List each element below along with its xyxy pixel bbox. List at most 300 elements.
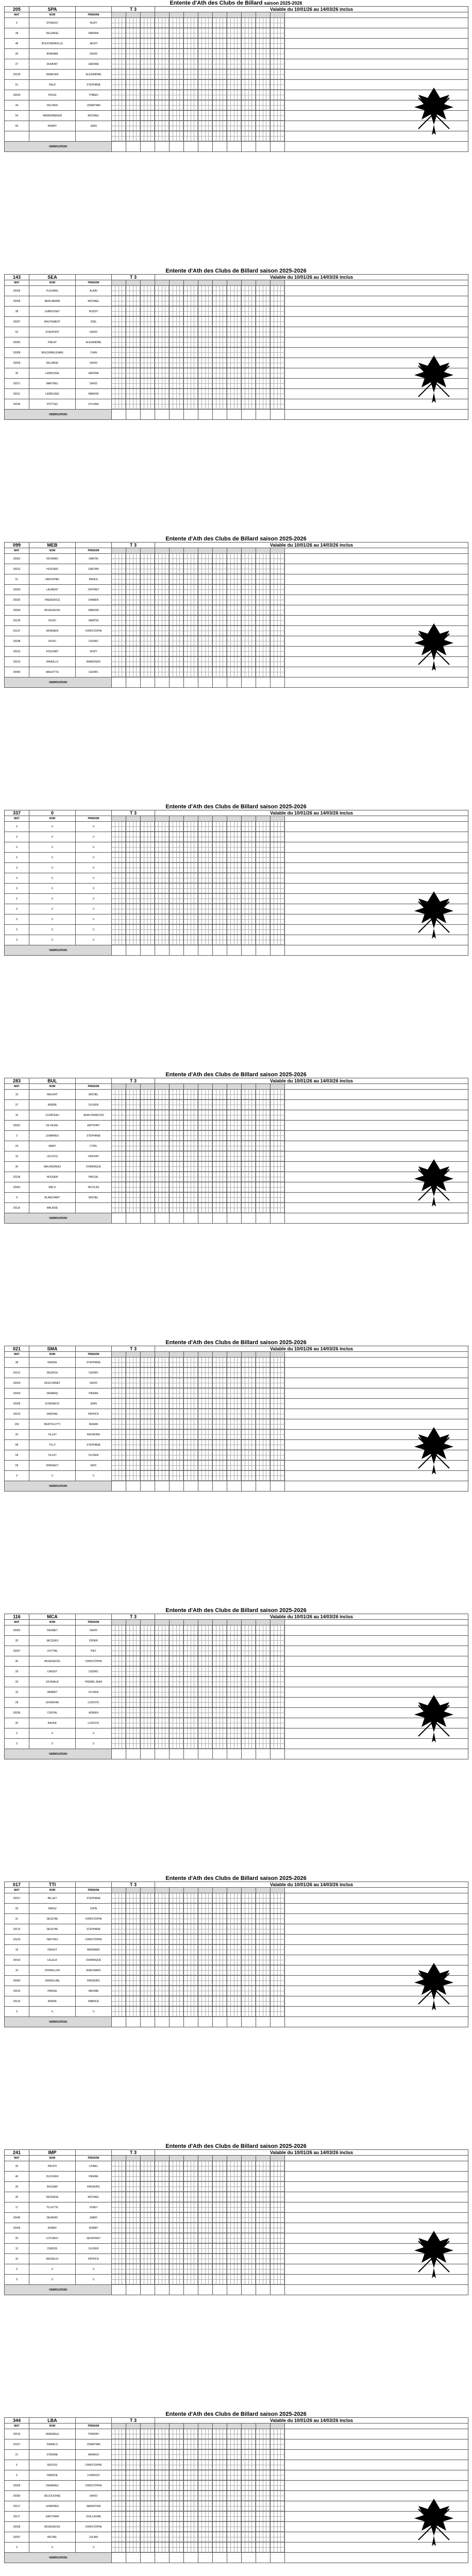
week-cell[interactable] (198, 111, 213, 121)
week-cell[interactable] (126, 389, 141, 399)
week-cell[interactable] (112, 564, 126, 574)
week-cell[interactable] (155, 348, 170, 358)
week-cell[interactable] (141, 368, 155, 379)
week-cell[interactable] (170, 368, 184, 379)
week-cell[interactable] (227, 667, 242, 677)
week-cell[interactable] (126, 70, 141, 80)
week-cell[interactable] (184, 657, 198, 667)
verification-cell[interactable] (271, 677, 285, 688)
week-cell[interactable] (184, 49, 198, 59)
week-cell[interactable] (198, 358, 213, 368)
week-cell[interactable] (170, 80, 184, 90)
week-cell[interactable] (155, 605, 170, 616)
week-cell[interactable] (112, 70, 126, 80)
week-cell[interactable] (126, 657, 141, 667)
week-cell[interactable] (141, 28, 155, 39)
week-cell[interactable] (155, 564, 170, 574)
week-cell[interactable] (198, 822, 213, 832)
verification-cell[interactable] (155, 142, 170, 152)
week-cell[interactable] (170, 348, 184, 358)
week-cell[interactable] (112, 389, 126, 399)
week-cell[interactable] (126, 399, 141, 410)
week-cell[interactable] (170, 564, 184, 574)
week-cell[interactable] (227, 389, 242, 399)
week-cell[interactable] (112, 574, 126, 585)
verification-cell[interactable] (141, 677, 155, 688)
week-cell[interactable] (184, 296, 198, 307)
week-cell[interactable] (227, 554, 242, 564)
week-cell[interactable] (213, 358, 227, 368)
week-cell[interactable] (242, 564, 256, 574)
week-cell[interactable] (227, 399, 242, 410)
week-cell[interactable] (256, 348, 271, 358)
week-cell[interactable] (213, 616, 227, 626)
week-cell[interactable] (126, 626, 141, 636)
week-cell[interactable] (198, 18, 213, 28)
week-cell[interactable] (170, 100, 184, 111)
week-cell[interactable] (126, 327, 141, 337)
week-cell[interactable] (198, 832, 213, 842)
week-cell[interactable] (227, 49, 242, 59)
week-cell[interactable] (271, 399, 285, 410)
week-cell[interactable] (112, 286, 126, 296)
verification-cell[interactable] (170, 677, 184, 688)
week-cell[interactable] (184, 842, 198, 853)
week-cell[interactable] (155, 379, 170, 389)
week-cell[interactable] (271, 348, 285, 358)
week-cell[interactable] (271, 296, 285, 307)
week-cell[interactable] (256, 286, 271, 296)
week-cell[interactable] (271, 574, 285, 585)
week-cell[interactable] (213, 131, 227, 142)
week-cell[interactable] (271, 18, 285, 28)
week-cell[interactable] (141, 90, 155, 100)
week-cell[interactable] (227, 100, 242, 111)
week-cell[interactable] (213, 379, 227, 389)
week-cell[interactable] (170, 399, 184, 410)
week-cell[interactable] (256, 49, 271, 59)
week-cell[interactable] (271, 595, 285, 605)
week-cell[interactable] (141, 667, 155, 677)
week-cell[interactable] (155, 131, 170, 142)
week-cell[interactable] (112, 605, 126, 616)
week-cell[interactable] (213, 348, 227, 358)
week-cell[interactable] (126, 131, 141, 142)
week-cell[interactable] (271, 70, 285, 80)
week-cell[interactable] (271, 121, 285, 131)
week-cell[interactable] (141, 296, 155, 307)
week-cell[interactable] (242, 379, 256, 389)
week-cell[interactable] (155, 554, 170, 564)
week-cell[interactable] (170, 18, 184, 28)
week-cell[interactable] (242, 39, 256, 49)
week-cell[interactable] (112, 379, 126, 389)
week-cell[interactable] (112, 636, 126, 647)
week-cell[interactable] (184, 90, 198, 100)
week-cell[interactable] (170, 49, 184, 59)
week-cell[interactable] (112, 90, 126, 100)
week-cell[interactable] (242, 337, 256, 348)
week-cell[interactable] (242, 307, 256, 317)
week-cell[interactable] (170, 379, 184, 389)
week-cell[interactable] (170, 327, 184, 337)
week-cell[interactable] (256, 70, 271, 80)
week-cell[interactable] (141, 647, 155, 657)
week-cell[interactable] (198, 636, 213, 647)
week-cell[interactable] (271, 337, 285, 348)
week-cell[interactable] (227, 28, 242, 39)
week-cell[interactable] (184, 647, 198, 657)
week-cell[interactable] (256, 399, 271, 410)
week-cell[interactable] (141, 18, 155, 28)
week-cell[interactable] (170, 337, 184, 348)
week-cell[interactable] (213, 657, 227, 667)
week-cell[interactable] (170, 585, 184, 595)
week-cell[interactable] (227, 832, 242, 842)
week-cell[interactable] (141, 842, 155, 853)
week-cell[interactable] (126, 111, 141, 121)
week-cell[interactable] (213, 636, 227, 647)
week-cell[interactable] (213, 59, 227, 70)
week-cell[interactable] (170, 389, 184, 399)
week-cell[interactable] (213, 80, 227, 90)
week-cell[interactable] (198, 286, 213, 296)
week-cell[interactable] (198, 564, 213, 574)
week-cell[interactable] (155, 389, 170, 399)
week-cell[interactable] (198, 399, 213, 410)
week-cell[interactable] (242, 296, 256, 307)
week-cell[interactable] (242, 574, 256, 585)
week-cell[interactable] (141, 616, 155, 626)
week-cell[interactable] (141, 554, 155, 564)
week-cell[interactable] (126, 822, 141, 832)
verification-cell[interactable] (213, 410, 227, 420)
week-cell[interactable] (271, 379, 285, 389)
week-cell[interactable] (227, 337, 242, 348)
week-cell[interactable] (227, 70, 242, 80)
week-cell[interactable] (198, 337, 213, 348)
week-cell[interactable] (112, 626, 126, 636)
week-cell[interactable] (213, 554, 227, 564)
week-cell[interactable] (170, 595, 184, 605)
week-cell[interactable] (198, 657, 213, 667)
week-cell[interactable] (126, 595, 141, 605)
week-cell[interactable] (126, 121, 141, 131)
week-cell[interactable] (126, 100, 141, 111)
week-cell[interactable] (271, 100, 285, 111)
week-cell[interactable] (198, 368, 213, 379)
week-cell[interactable] (170, 296, 184, 307)
verification-cell[interactable] (170, 410, 184, 420)
week-cell[interactable] (126, 49, 141, 59)
week-cell[interactable] (256, 554, 271, 564)
week-cell[interactable] (126, 358, 141, 368)
week-cell[interactable] (256, 626, 271, 636)
week-cell[interactable] (227, 657, 242, 667)
week-cell[interactable] (170, 307, 184, 317)
week-cell[interactable] (141, 49, 155, 59)
verification-cell[interactable] (112, 142, 126, 152)
week-cell[interactable] (198, 90, 213, 100)
week-cell[interactable] (170, 90, 184, 100)
verification-cell[interactable] (155, 677, 170, 688)
week-cell[interactable] (112, 368, 126, 379)
week-cell[interactable] (126, 39, 141, 49)
week-cell[interactable] (141, 399, 155, 410)
week-cell[interactable] (198, 49, 213, 59)
week-cell[interactable] (155, 368, 170, 379)
week-cell[interactable] (155, 18, 170, 28)
week-cell[interactable] (242, 399, 256, 410)
week-cell[interactable] (213, 822, 227, 832)
week-cell[interactable] (170, 70, 184, 80)
week-cell[interactable] (242, 18, 256, 28)
verification-cell[interactable] (112, 677, 126, 688)
week-cell[interactable] (184, 18, 198, 28)
week-cell[interactable] (184, 626, 198, 636)
week-cell[interactable] (271, 111, 285, 121)
week-cell[interactable] (141, 70, 155, 80)
week-cell[interactable] (256, 296, 271, 307)
week-cell[interactable] (112, 585, 126, 595)
week-cell[interactable] (126, 90, 141, 100)
week-cell[interactable] (213, 605, 227, 616)
verification-cell[interactable] (126, 410, 141, 420)
week-cell[interactable] (184, 832, 198, 842)
week-cell[interactable] (112, 554, 126, 564)
week-cell[interactable] (112, 121, 126, 131)
verification-cell[interactable] (112, 410, 126, 420)
week-cell[interactable] (126, 585, 141, 595)
week-cell[interactable] (155, 49, 170, 59)
week-cell[interactable] (242, 626, 256, 636)
week-cell[interactable] (213, 574, 227, 585)
week-cell[interactable] (112, 131, 126, 142)
week-cell[interactable] (213, 564, 227, 574)
week-cell[interactable] (213, 317, 227, 327)
week-cell[interactable] (242, 28, 256, 39)
week-cell[interactable] (256, 18, 271, 28)
week-cell[interactable] (126, 80, 141, 90)
week-cell[interactable] (112, 616, 126, 626)
week-cell[interactable] (184, 59, 198, 70)
week-cell[interactable] (184, 121, 198, 131)
week-cell[interactable] (141, 832, 155, 842)
week-cell[interactable] (242, 121, 256, 131)
week-cell[interactable] (141, 286, 155, 296)
week-cell[interactable] (227, 90, 242, 100)
week-cell[interactable] (256, 59, 271, 70)
week-cell[interactable] (198, 554, 213, 564)
week-cell[interactable] (271, 28, 285, 39)
week-cell[interactable] (271, 667, 285, 677)
week-cell[interactable] (141, 39, 155, 49)
week-cell[interactable] (184, 822, 198, 832)
week-cell[interactable] (126, 59, 141, 70)
week-cell[interactable] (184, 286, 198, 296)
week-cell[interactable] (256, 131, 271, 142)
week-cell[interactable] (141, 111, 155, 121)
week-cell[interactable] (141, 605, 155, 616)
week-cell[interactable] (141, 636, 155, 647)
week-cell[interactable] (126, 337, 141, 348)
week-cell[interactable] (141, 657, 155, 667)
week-cell[interactable] (213, 595, 227, 605)
verification-cell[interactable] (242, 410, 256, 420)
verification-cell[interactable] (126, 677, 141, 688)
week-cell[interactable] (227, 564, 242, 574)
week-cell[interactable] (170, 317, 184, 327)
week-cell[interactable] (256, 368, 271, 379)
week-cell[interactable] (227, 18, 242, 28)
week-cell[interactable] (213, 626, 227, 636)
week-cell[interactable] (242, 667, 256, 677)
week-cell[interactable] (126, 554, 141, 564)
week-cell[interactable] (242, 389, 256, 399)
week-cell[interactable] (155, 574, 170, 585)
week-cell[interactable] (256, 327, 271, 337)
week-cell[interactable] (155, 647, 170, 657)
week-cell[interactable] (126, 368, 141, 379)
week-cell[interactable] (126, 286, 141, 296)
week-cell[interactable] (256, 636, 271, 647)
week-cell[interactable] (227, 111, 242, 121)
verification-cell[interactable] (242, 677, 256, 688)
week-cell[interactable] (184, 605, 198, 616)
week-cell[interactable] (227, 626, 242, 636)
week-cell[interactable] (184, 616, 198, 626)
week-cell[interactable] (271, 657, 285, 667)
week-cell[interactable] (242, 348, 256, 358)
week-cell[interactable] (170, 574, 184, 585)
week-cell[interactable] (198, 59, 213, 70)
week-cell[interactable] (227, 80, 242, 90)
week-cell[interactable] (112, 327, 126, 337)
week-cell[interactable] (112, 80, 126, 90)
week-cell[interactable] (242, 368, 256, 379)
week-cell[interactable] (112, 822, 126, 832)
week-cell[interactable] (213, 111, 227, 121)
week-cell[interactable] (256, 317, 271, 327)
week-cell[interactable] (198, 379, 213, 389)
week-cell[interactable] (155, 358, 170, 368)
week-cell[interactable] (271, 368, 285, 379)
week-cell[interactable] (271, 564, 285, 574)
week-cell[interactable] (256, 832, 271, 842)
week-cell[interactable] (213, 18, 227, 28)
week-cell[interactable] (184, 131, 198, 142)
week-cell[interactable] (271, 585, 285, 595)
week-cell[interactable] (213, 286, 227, 296)
week-cell[interactable] (170, 554, 184, 564)
week-cell[interactable] (198, 626, 213, 636)
week-cell[interactable] (213, 337, 227, 348)
week-cell[interactable] (256, 358, 271, 368)
week-cell[interactable] (155, 399, 170, 410)
week-cell[interactable] (184, 100, 198, 111)
week-cell[interactable] (184, 307, 198, 317)
week-cell[interactable] (213, 39, 227, 49)
week-cell[interactable] (126, 667, 141, 677)
week-cell[interactable] (184, 667, 198, 677)
verification-cell[interactable] (213, 142, 227, 152)
week-cell[interactable] (170, 605, 184, 616)
week-cell[interactable] (141, 348, 155, 358)
week-cell[interactable] (271, 317, 285, 327)
week-cell[interactable] (242, 657, 256, 667)
week-cell[interactable] (112, 399, 126, 410)
week-cell[interactable] (256, 574, 271, 585)
week-cell[interactable] (141, 307, 155, 317)
week-cell[interactable] (271, 616, 285, 626)
verification-cell[interactable] (242, 142, 256, 152)
week-cell[interactable] (141, 595, 155, 605)
week-cell[interactable] (227, 131, 242, 142)
week-cell[interactable] (242, 358, 256, 368)
week-cell[interactable] (184, 574, 198, 585)
week-cell[interactable] (198, 317, 213, 327)
week-cell[interactable] (227, 327, 242, 337)
week-cell[interactable] (170, 822, 184, 832)
week-cell[interactable] (126, 832, 141, 842)
verification-cell[interactable] (256, 142, 271, 152)
week-cell[interactable] (227, 348, 242, 358)
week-cell[interactable] (227, 59, 242, 70)
week-cell[interactable] (256, 90, 271, 100)
week-cell[interactable] (242, 80, 256, 90)
week-cell[interactable] (126, 574, 141, 585)
week-cell[interactable] (256, 564, 271, 574)
week-cell[interactable] (242, 100, 256, 111)
week-cell[interactable] (256, 80, 271, 90)
week-cell[interactable] (141, 574, 155, 585)
week-cell[interactable] (271, 307, 285, 317)
week-cell[interactable] (271, 49, 285, 59)
week-cell[interactable] (256, 389, 271, 399)
week-cell[interactable] (242, 49, 256, 59)
week-cell[interactable] (184, 337, 198, 348)
week-cell[interactable] (271, 90, 285, 100)
week-cell[interactable] (170, 647, 184, 657)
week-cell[interactable] (141, 80, 155, 90)
week-cell[interactable] (155, 28, 170, 39)
week-cell[interactable] (155, 616, 170, 626)
week-cell[interactable] (242, 585, 256, 595)
week-cell[interactable] (112, 296, 126, 307)
week-cell[interactable] (198, 667, 213, 677)
week-cell[interactable] (242, 90, 256, 100)
verification-cell[interactable] (227, 410, 242, 420)
week-cell[interactable] (155, 585, 170, 595)
week-cell[interactable] (112, 39, 126, 49)
week-cell[interactable] (155, 822, 170, 832)
week-cell[interactable] (198, 842, 213, 853)
verification-cell[interactable] (198, 677, 213, 688)
week-cell[interactable] (141, 822, 155, 832)
week-cell[interactable] (112, 59, 126, 70)
week-cell[interactable] (271, 605, 285, 616)
week-cell[interactable] (271, 80, 285, 90)
week-cell[interactable] (170, 626, 184, 636)
week-cell[interactable] (170, 121, 184, 131)
week-cell[interactable] (126, 647, 141, 657)
week-cell[interactable] (112, 348, 126, 358)
week-cell[interactable] (155, 626, 170, 636)
week-cell[interactable] (141, 564, 155, 574)
week-cell[interactable] (227, 595, 242, 605)
week-cell[interactable] (141, 379, 155, 389)
week-cell[interactable] (213, 49, 227, 59)
